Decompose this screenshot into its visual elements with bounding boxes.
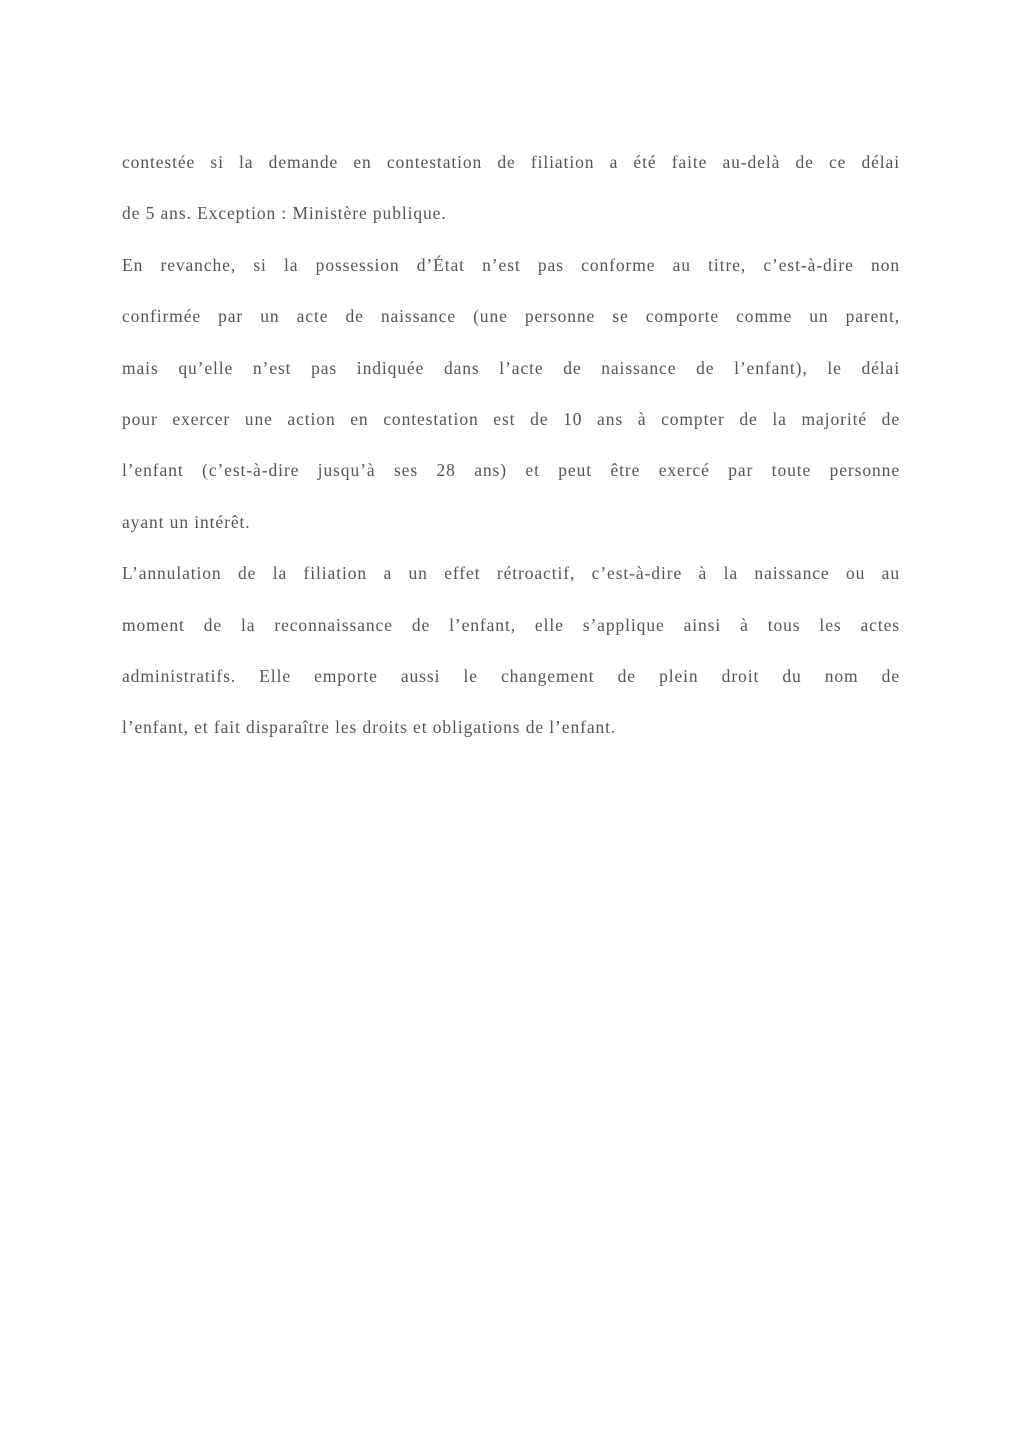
text-line: mais qu’elle n’est pas indiquée dans l’acte de naissance de l’enfant), le délai (122, 357, 900, 378)
body-text (122, 141, 900, 758)
text-line: ayant un intérêt. (122, 511, 251, 532)
text-line: confirmée par un acte de naissance (une personne se comporte comme un parent, (122, 306, 900, 327)
text-line: l’enfant (c’est-à-dire jusqu’à ses 28 ans) et peut être exercé par toute personne (122, 460, 900, 481)
text-line: L’annulation de la filiation a un effet rétroactif, c’est-à-dire à la naissance ou au (122, 563, 900, 584)
text-line: pour exercer une action en contestation est de 10 ans à compter de la majorité de (122, 408, 900, 429)
text-line: l’enfant, et fait disparaître les droits et obligations de l’enfant. (122, 717, 617, 738)
text-line: de 5 ans. Exception : Ministère publique. (122, 203, 447, 224)
text-line: administratifs. Elle emporte aussi le changement de plein droit du nom de (122, 665, 900, 686)
text-line: moment de la reconnaissance de l’enfant, elle s’applique ainsi à tous les actes (122, 614, 900, 635)
text-line: En revanche, si la possession d’État n’est pas conforme au titre, c’est-à-dire non (122, 254, 900, 275)
text-line: contestée si la demande en contestation de filiation a été faite au-delà de ce délai (122, 152, 900, 172)
